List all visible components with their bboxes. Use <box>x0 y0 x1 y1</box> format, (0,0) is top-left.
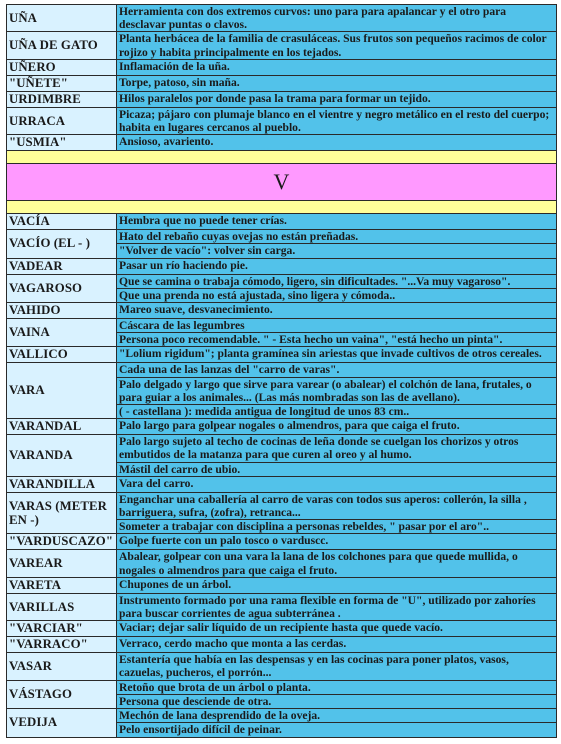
entry-term: VARANDA <box>7 435 117 477</box>
entry-term: VARILLAS <box>7 593 117 620</box>
entry-definition: Hembra que no puede tener crías. <box>117 214 557 230</box>
entry-definition: Enganchar una caballería al carro de varas con todos sus aperos: collerón, la silla , barriguera, sufra, (zofra), retranca... <box>117 492 557 519</box>
entry-term: URRACA <box>7 107 117 134</box>
entry-term: VALLICO <box>7 347 117 363</box>
entry-row <box>7 363 557 377</box>
entry-definition: Golpe fuerte con un palo tosco o varduscc. <box>117 534 557 550</box>
entry-term: VÁSTAGO <box>7 680 117 708</box>
entry-term: VAHIDO <box>7 303 117 319</box>
entry-row <box>7 435 557 462</box>
entry-row <box>7 492 557 519</box>
entry-definition: Vara del carro. <box>117 476 557 492</box>
entry-term: VACÍO (EL - ) <box>7 230 117 258</box>
entry-term: VARANDILLA <box>7 476 117 492</box>
entry-definition: Pelo ensortijado difícil de peinar. <box>117 723 557 737</box>
entry-definition: ( - castellana ): medida antigua de longitud de unos 83 cm.. <box>117 405 557 419</box>
entry-definition: Hilos paralelos por donde pasa la trama para formar un tejido. <box>117 91 557 107</box>
entry-row <box>7 135 557 151</box>
entry-definition: Palo largo para golpear nogales o almendros, para que caiga el fruto. <box>117 419 557 435</box>
entry-row <box>7 59 557 75</box>
entry-row <box>7 91 557 107</box>
entry-row <box>7 319 557 333</box>
section-v-entries <box>7 214 557 737</box>
section-u-entries <box>7 5 557 151</box>
entry-term: VAGAROSO <box>7 274 117 302</box>
entry-row <box>7 534 557 550</box>
entry-row <box>7 274 557 288</box>
entry-term: VACÍA <box>7 214 117 230</box>
entry-definition: Cada una de las lanzas del "carro de varas". <box>117 363 557 377</box>
section-v-header <box>7 151 557 214</box>
entry-definition: Palo delgado y largo que sirve para varear (o abalear) el colchón de lana, frutales, o para guiar a los animales... (Las más nombradas son las de avellano). <box>117 377 557 404</box>
entry-row <box>7 593 557 620</box>
section-letter: V <box>7 164 557 201</box>
entry-row <box>7 419 557 435</box>
entry-definition: Ansioso, avariento. <box>117 135 557 151</box>
section-letter-row <box>7 164 557 201</box>
entry-row <box>7 214 557 230</box>
entry-definition: Hato del rebaño cuyas ovejas no están preñadas. <box>117 230 557 244</box>
entry-row <box>7 577 557 593</box>
separator-row <box>7 201 557 214</box>
entry-term: VASAR <box>7 653 117 680</box>
entry-term: "VARCIAR" <box>7 621 117 637</box>
entry-definition: Vaciar; dejar salir líquido de un recipiente hasta que quede vacío. <box>117 621 557 637</box>
entry-term: VARAS (METER EN -) <box>7 492 117 534</box>
entry-definition: Mareo suave, desvanecimiento. <box>117 303 557 319</box>
entry-term: UÑERO <box>7 59 117 75</box>
entry-definition: Picaza; pájaro con plumaje blanco en el vientre y negro metálico en el resto del cuerpo; habita en lugares cercanos al pueblo. <box>117 107 557 134</box>
glossary-table <box>6 4 557 738</box>
entry-definition: Inflamación de la uña. <box>117 59 557 75</box>
entry-term: "VARRACO" <box>7 637 117 653</box>
entry-definition: Persona que desciende de otra. <box>117 694 557 708</box>
entry-term: VADEAR <box>7 258 117 274</box>
entry-definition: Cáscara de las legumbres <box>117 319 557 333</box>
entry-term: VARA <box>7 363 117 419</box>
entry-row <box>7 709 557 723</box>
entry-row <box>7 75 557 91</box>
entry-row <box>7 347 557 363</box>
entry-row <box>7 637 557 653</box>
entry-definition: Que se camina o trabaja cómodo, ligero, sin dificultades. "...Va muy vagaroso". <box>117 274 557 288</box>
entry-term: "VARDUSCAZO" <box>7 534 117 550</box>
entry-term: VARETA <box>7 577 117 593</box>
entry-term: "USMIA" <box>7 135 117 151</box>
entry-row <box>7 230 557 244</box>
entry-term: VAREAR <box>7 550 117 577</box>
entry-definition: Instrumento formado por una rama flexible en forma de "U", utilizado por zahoríes para buscar corrientes de agua subterránea . <box>117 593 557 620</box>
entry-definition: "Lolium rigidum"; planta gramínea sin ariestas que invade cultivos de otros cereales. <box>117 347 557 363</box>
entry-definition: Que una prenda no está ajustada, sino ligera y cómoda.. <box>117 288 557 302</box>
entry-definition: Verraco, cerdo macho que monta a las cerdas. <box>117 637 557 653</box>
entry-definition: "Volver de vacío": volver sin carga. <box>117 244 557 258</box>
entry-term: VEDIJA <box>7 709 117 737</box>
entry-row <box>7 550 557 577</box>
entry-definition: Someter a trabajar con disciplina a personas rebeldes, " pasar por el aro".. <box>117 520 557 534</box>
entry-row <box>7 32 557 59</box>
entry-term: VARANDAL <box>7 419 117 435</box>
entry-definition: Retoño que brota de un árbol o planta. <box>117 680 557 694</box>
entry-row <box>7 680 557 694</box>
entry-definition: Palo largo sujeto al techo de cocinas de leña donde se cuelgan los chorizos y otros embutidos de la matanza para que curen al oreo y al humo. <box>117 435 557 462</box>
entry-definition: Abalear, golpear con una vara la lana de los colchones para que quede mullida, o nogales o almendros para que caiga el fruto. <box>117 550 557 577</box>
entry-term: UÑA DE GATO <box>7 32 117 59</box>
entry-definition: Mástil del carro de ubio. <box>117 462 557 476</box>
entry-row <box>7 258 557 274</box>
entry-definition: Persona poco recomendable. " - Esta hecho un vaina", "está hecho un pinta". <box>117 333 557 347</box>
entry-row <box>7 5 557 32</box>
separator-row <box>7 151 557 164</box>
entry-term: VAINA <box>7 319 117 347</box>
entry-row <box>7 621 557 637</box>
entry-definition: Mechón de lana desprendido de la oveja. <box>117 709 557 723</box>
entry-row <box>7 303 557 319</box>
entry-definition: Herramienta con dos extremos curvos: uno para para apalancar y el otro para desclavar puntas o clavos. <box>117 5 557 32</box>
entry-definition: Torpe, patoso, sin maña. <box>117 75 557 91</box>
entry-definition: Estantería que había en las despensas y en las cocinas para poner platos, vasos, cazuelas, pucheros, el porrón... <box>117 653 557 680</box>
entry-term: "UÑETE" <box>7 75 117 91</box>
entry-term: UÑA <box>7 5 117 32</box>
entry-term: URDIMBRE <box>7 91 117 107</box>
entry-row <box>7 107 557 134</box>
entry-row <box>7 476 557 492</box>
entry-definition: Pasar un río haciendo pie. <box>117 258 557 274</box>
entry-definition: Chupones de un árbol. <box>117 577 557 593</box>
entry-definition: Planta herbácea de la familia de crasuláceas. Sus frutos son pequeños racimos de color rojizo y habita principalmente en los tejados. <box>117 32 557 59</box>
entry-row <box>7 653 557 680</box>
